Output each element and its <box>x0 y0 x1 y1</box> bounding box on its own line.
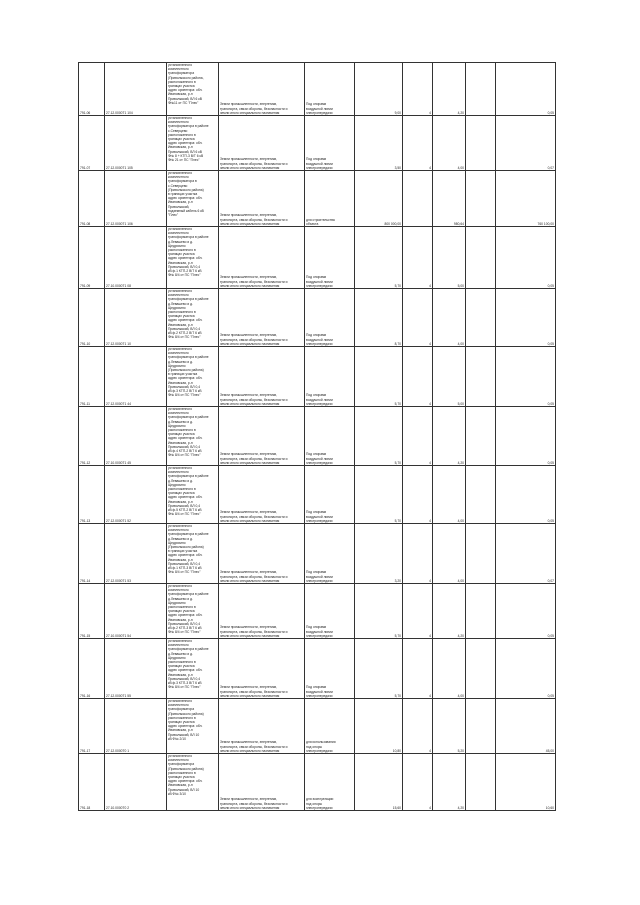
row-code-text: 27.10.0000Т1 45 <box>106 460 131 465</box>
row-id <box>79 347 105 407</box>
row-empty <box>466 466 496 524</box>
row-land-category <box>219 639 305 699</box>
row-description <box>167 584 219 639</box>
row-rate <box>433 116 466 171</box>
row-land-category-text: Земли промышленности, энергетики, транспорта, связи обороны, безопасности и земли иного специального назначения <box>220 393 288 406</box>
table-row <box>79 63 556 116</box>
row-empty <box>466 116 496 171</box>
row-unit-text: 4 <box>429 693 431 698</box>
row-total-text: 0,05 <box>547 693 554 698</box>
row-description <box>167 116 219 171</box>
table-row <box>79 584 556 639</box>
row-id <box>79 754 105 811</box>
row-land-category-text: Земли промышленности, энергетики, транспорта, связи обороны, безопасности и земли иного специального назначения <box>220 333 288 346</box>
row-description-text: установленного комплектного трансформатора в районе д.Левашево и д. Щедрихино расположенного в границах участка адрес ориентира: обл. Ивановская, р-н Приволжский, ВЛ 0,4 кВ ф.2 КТП-2 В/Т 6 кВ Ф№ 8/4 от ПС "Плес" <box>168 289 209 340</box>
row-total <box>496 289 556 347</box>
row-area-text: 3,20 <box>394 578 401 583</box>
row-description <box>167 524 219 584</box>
row-permitted-use <box>305 171 355 227</box>
row-land-category-text: Земли промышленности, энергетики, транспорта, связи обороны, безопасности и земли иного специального назначения <box>220 510 288 523</box>
row-unit <box>403 639 433 699</box>
row-description-text: установленного комплектного трансформатора в районе д.Левашево и д. Щедрихино расположенного в границах участка адрес ориентира: обл. Ивановская, р-н Приволжский, ВЛ 0,4 кВ ф.5 КТП-2 В/Т 6 кВ Ф№ 8/4 от ПС "Плес" <box>168 466 209 517</box>
row-land-category <box>219 289 305 347</box>
row-area-text: 5,70 <box>394 460 401 465</box>
row-land-category <box>219 407 305 466</box>
row-rate <box>433 227 466 289</box>
row-description-text: установленного комплектного трансформатора в районе с.Северцево расположенного в границах участка адрес ориентира: обл. Ивановская, р-н Приволжский, ВЛ 6 кВ Ф№ 8 + КТП-3 В/Т 6 кВ Ф№ 21 от ПС "Плес" <box>168 116 209 163</box>
row-description <box>167 171 219 227</box>
row-rate-text: 4,00 <box>457 341 464 346</box>
row-area <box>355 227 403 289</box>
row-unit <box>403 171 433 227</box>
row-empty <box>466 227 496 289</box>
row-description <box>167 289 219 347</box>
row-area-text: 5,70 <box>394 401 401 406</box>
row-total-text: 760 100,00 <box>537 221 554 226</box>
row-id-text: 791-12 <box>80 460 91 465</box>
row-description-text: установленного комплектного трансформатора в районе д.Левашево и д. Щедрихино (Приволжского района) в границах участка адрес ориентира: обл. Ивановская, р-н Приволжский, ВЛ 0,4 кВ ф.1 КТП-3 В/Т 6 кВ Ф№ 8/4 от ПС "Плес" <box>168 524 209 575</box>
row-area-text: 3,50 <box>394 165 401 170</box>
row-permitted-use-text: для строительства объекта <box>306 217 335 226</box>
row-description <box>167 754 219 811</box>
row-total-text: 0,07 <box>547 165 554 170</box>
row-rate-text: 4,20 <box>457 110 464 115</box>
row-rate-text: 5,00 <box>457 283 464 288</box>
row-total-text: 10,60 <box>545 805 554 810</box>
row-land-category-text: Земли промышленности, энергетики, транспорта, связи обороны, безопасности и земли иного специального назначения <box>220 625 288 638</box>
row-land-category <box>219 116 305 171</box>
row-id-text: 791-10 <box>80 341 91 346</box>
row-total <box>496 171 556 227</box>
row-area <box>355 584 403 639</box>
row-total-text: 0,05 <box>547 518 554 523</box>
row-unit-text: 4 <box>429 578 431 583</box>
row-permitted-use-text: Под опорами воздушной линии электропередачи <box>306 570 333 583</box>
row-land-category <box>219 347 305 407</box>
row-area-text: 10,80 <box>392 748 401 753</box>
row-permitted-use-text: Под опорами воздушной линии электропередачи <box>306 510 333 523</box>
row-empty <box>466 171 496 227</box>
row-code <box>105 407 167 466</box>
row-code-text: 27.10.0000Т1 54 <box>106 633 131 638</box>
row-id <box>79 466 105 524</box>
row-id-text: 791-16 <box>80 693 91 698</box>
row-unit-text: 4 <box>429 805 431 810</box>
row-code <box>105 639 167 699</box>
row-empty <box>466 347 496 407</box>
row-land-category <box>219 63 305 116</box>
row-code-text: 27.12.0000Т1 44 <box>106 401 131 406</box>
row-id-text: 791-09 <box>80 283 91 288</box>
row-land-category-text: Земли промышленности, энергетики, транспорта, связи обороны, безопасности и земли иного специального назначения <box>220 157 288 170</box>
row-permitted-use-text: для использования под опоры электропередачи <box>306 740 336 753</box>
row-area <box>355 699 403 754</box>
table-row <box>79 347 556 407</box>
row-rate-text: 4,20 <box>457 460 464 465</box>
row-land-category-text: Земли промышленности, энергетики, транспорта, связи обороны, безопасности и земли иного специального назначения <box>220 685 288 698</box>
row-unit <box>403 289 433 347</box>
row-code <box>105 289 167 347</box>
row-land-category-text: Земли промышленности, энергетики, транспорта, связи обороны, безопасности и земли иного специального назначения <box>220 570 288 583</box>
row-total <box>496 63 556 116</box>
row-total-text: 0,07 <box>547 578 554 583</box>
table-row <box>79 524 556 584</box>
row-rate <box>433 347 466 407</box>
row-rate <box>433 699 466 754</box>
row-unit <box>403 524 433 584</box>
row-unit <box>403 347 433 407</box>
row-rate-text: 5,20 <box>457 748 464 753</box>
row-land-category-text: Земли промышленности, энергетики, транспорта, связи обороны, безопасности и земли иного специального назначения <box>220 102 288 115</box>
row-area-text: 5,70 <box>394 283 401 288</box>
row-empty <box>466 639 496 699</box>
row-permitted-use <box>305 227 355 289</box>
row-permitted-use-text: Под опорами воздушной линии электропередачи <box>306 625 333 638</box>
row-unit <box>403 407 433 466</box>
table-row <box>79 407 556 466</box>
row-land-category-text: Земли промышленности, энергетики, транспорта, связи обороны, безопасности и земли иного специального назначения <box>220 452 288 465</box>
row-land-category <box>219 466 305 524</box>
row-unit-text: 4 <box>429 633 431 638</box>
row-unit <box>403 584 433 639</box>
row-land-category <box>219 699 305 754</box>
row-id <box>79 699 105 754</box>
row-permitted-use-text: Под опорами воздушной линии электропередачи <box>306 157 333 170</box>
row-total <box>496 639 556 699</box>
row-description-text: установленного комплектного трансформатора (Приволжского района) расположенного в границах участка адрес ориентира: обл. Ивановская, р-н Приволжский, ВЛ 10 кВ Ф№ 3/10 <box>168 754 204 796</box>
row-id-text: 791-08 <box>80 221 91 226</box>
document-sheet <box>78 62 555 811</box>
row-rate <box>433 407 466 466</box>
table-row <box>79 754 556 811</box>
row-area-text: 15,60 <box>392 805 401 810</box>
row-code-text: 27.12.0000Т1 53 <box>106 578 131 583</box>
row-description-text: установленного комплектного трансформатора в районе д.Левашево и д. Щедрихино расположенного в границах участка адрес ориентира: обл. Ивановская, р-н Приволжский, ВЛ 0,4 кВ ф.2 КТП-3 В/Т 6 кВ Ф№ 8/4 от ПС "Плес" <box>168 584 209 635</box>
row-code-text: 27.10.0000Т1 08 <box>106 283 131 288</box>
row-rate-text: 5,00 <box>457 401 464 406</box>
row-code-text: 27.10.0000Т0 2 <box>106 805 130 810</box>
table-row <box>79 289 556 347</box>
row-unit-text: 4 <box>429 518 431 523</box>
row-permitted-use <box>305 639 355 699</box>
row-permitted-use <box>305 347 355 407</box>
row-description-text: установленного комплектного трансформатора в районе д.Левашево и д. Щедрихино расположенного в границах участка адрес ориентира: обл. Ивановская, р-н Приволжский, ВЛ 0,4 кВ ф.4 КТП-2 В/Т 6 кВ Ф№ 8/4 от ПС "Плес" <box>168 407 209 458</box>
row-total <box>496 466 556 524</box>
row-unit <box>403 116 433 171</box>
row-code <box>105 754 167 811</box>
table-row <box>79 639 556 699</box>
row-area <box>355 524 403 584</box>
row-unit <box>403 227 433 289</box>
row-description <box>167 407 219 466</box>
row-description-text: установленного комплектного трансформатора (Приволжского района) расположенного в границах участка адрес ориентира: обл. Ивановская, р-н Приволжский, ВЛ 10 кВ Ф№ 2/10 <box>168 699 204 741</box>
row-rate-text: 4,00 <box>457 518 464 523</box>
row-id-text: 791-06 <box>80 110 91 115</box>
row-permitted-use <box>305 754 355 811</box>
row-code-text: 27.12.0000Т0 1 <box>106 748 130 753</box>
row-rate-text: 4,00 <box>457 693 464 698</box>
row-permitted-use <box>305 289 355 347</box>
row-land-category-text: Земли промышленности, энергетики, транспорта, связи обороны, безопасности и земли иного специального назначения <box>220 740 288 753</box>
row-area-text: 9,00 <box>394 110 401 115</box>
row-code-text: 27.12.0000Т1 105 <box>106 165 133 170</box>
row-permitted-use <box>305 116 355 171</box>
row-empty <box>466 699 496 754</box>
row-permitted-use-text: Под опорами воздушной линии электропередачи <box>306 685 333 698</box>
row-id <box>79 227 105 289</box>
row-description <box>167 63 219 116</box>
row-total-text: 0,05 <box>547 110 554 115</box>
row-permitted-use-text: Под опорами воздушной линии электропередачи <box>306 102 333 115</box>
row-empty <box>466 407 496 466</box>
row-description <box>167 699 219 754</box>
row-land-category <box>219 524 305 584</box>
row-total-text: 45,00 <box>545 748 554 753</box>
row-rate-text: 4,20 <box>457 805 464 810</box>
row-total <box>496 584 556 639</box>
row-rate <box>433 466 466 524</box>
row-empty <box>466 584 496 639</box>
row-total <box>496 754 556 811</box>
row-code <box>105 347 167 407</box>
row-id <box>79 171 105 227</box>
row-id-text: 791-17 <box>80 748 91 753</box>
row-land-category <box>219 227 305 289</box>
row-empty <box>466 524 496 584</box>
row-description <box>167 639 219 699</box>
row-description <box>167 227 219 289</box>
row-permitted-use-text: Под опорами воздушной линии электропередачи <box>306 393 333 406</box>
row-rate <box>433 171 466 227</box>
row-unit <box>403 466 433 524</box>
row-area-text: 5,70 <box>394 693 401 698</box>
row-total-text: 0,05 <box>547 401 554 406</box>
row-code <box>105 171 167 227</box>
row-unit <box>403 699 433 754</box>
table-row <box>79 699 556 754</box>
row-code-text: 27.12.0000Т1 106 <box>106 221 133 226</box>
row-description-text: установленного комплектного трансформатора в с.Северцево (Приволжского района) в границах участка адрес ориентира: обл. Ивановская, р-н Приволжский, подземный кабель 6 кВ "Плес" <box>168 171 204 218</box>
row-rate <box>433 289 466 347</box>
row-unit-text: 4 <box>429 401 431 406</box>
row-code-text: 27.12.0000Т1 10 <box>106 341 131 346</box>
row-code <box>105 63 167 116</box>
row-id <box>79 116 105 171</box>
land-plots-table <box>78 62 556 811</box>
row-total <box>496 116 556 171</box>
row-total <box>496 347 556 407</box>
table-row <box>79 466 556 524</box>
row-total-text: 0,05 <box>547 283 554 288</box>
table-body <box>79 63 556 811</box>
table-row <box>79 116 556 171</box>
row-code <box>105 227 167 289</box>
table-row <box>79 171 556 227</box>
row-description-text: установленного комплектного трансформатора в районе д.Левашево и д. Щедрихино расположенного в границах участка адрес ориентира: обл. Ивановская, р-н Приволжский, ВЛ 0,4 кВ ф.1 КТП-2 В/Т 6 кВ Ф№ 8/4 от ПС "Плес" <box>168 227 209 278</box>
row-area-text: 5,70 <box>394 633 401 638</box>
row-unit-text: 4 <box>429 110 431 115</box>
row-rate-text: 4,00 <box>457 165 464 170</box>
row-land-category-text: Земли промышленности, энергетики, транспорта, связи обороны, безопасности и земли иного специального назначения <box>220 213 288 226</box>
row-code <box>105 699 167 754</box>
row-permitted-use-text: Под опорами воздушной линии электропередачи <box>306 452 333 465</box>
row-id-text: 791-15 <box>80 633 91 638</box>
row-land-category-text: Земли промышленности, энергетики, транспорта, связи обороны, безопасности и земли иного специального назначения <box>220 275 288 288</box>
row-area <box>355 171 403 227</box>
row-area <box>355 116 403 171</box>
row-code-text: 27.12.0000Т1 104 <box>106 110 133 115</box>
row-unit-text: 4 <box>429 165 431 170</box>
row-permitted-use-text: для эксплуатации под опоры электропередачи <box>306 797 334 810</box>
row-id-text: 791-13 <box>80 518 91 523</box>
row-id <box>79 584 105 639</box>
row-empty <box>466 754 496 811</box>
row-permitted-use <box>305 407 355 466</box>
row-area-text: 8,70 <box>394 341 401 346</box>
row-rate <box>433 754 466 811</box>
row-code <box>105 466 167 524</box>
row-rate-text: 4,00 <box>457 578 464 583</box>
row-land-category <box>219 171 305 227</box>
row-description-text: установленного комплектного трансформатора в районе д.Левашево и д. Щедрихино расположенного в границах участка адрес ориентира: обл. Ивановская, р-н Приволжский, ВЛ 0,4 кВ ф.3 КТП-3 В/Т 6 кВ Ф№ 8/4 от ПС "Плес" <box>168 639 209 690</box>
row-id <box>79 407 105 466</box>
row-area <box>355 63 403 116</box>
row-code <box>105 524 167 584</box>
row-rate <box>433 63 466 116</box>
row-code <box>105 116 167 171</box>
row-unit <box>403 754 433 811</box>
row-unit <box>403 63 433 116</box>
row-area <box>355 466 403 524</box>
row-permitted-use <box>305 584 355 639</box>
row-code-text: 27.12.0000Т1 52 <box>106 518 131 523</box>
row-empty <box>466 63 496 116</box>
row-id <box>79 289 105 347</box>
row-total <box>496 407 556 466</box>
row-total <box>496 699 556 754</box>
row-description <box>167 347 219 407</box>
row-id-text: 791-14 <box>80 578 91 583</box>
row-id <box>79 524 105 584</box>
row-rate-text: 4,20 <box>457 633 464 638</box>
row-total-text: 0,05 <box>547 633 554 638</box>
row-land-category <box>219 754 305 811</box>
row-rate <box>433 524 466 584</box>
row-area <box>355 289 403 347</box>
row-empty <box>466 289 496 347</box>
row-land-category <box>219 584 305 639</box>
row-code-text: 27.12.0000Т1 55 <box>106 693 131 698</box>
row-unit-text: 4 <box>429 460 431 465</box>
row-id-text: 791-18 <box>80 805 91 810</box>
row-id <box>79 639 105 699</box>
row-rate <box>433 639 466 699</box>
row-permitted-use <box>305 63 355 116</box>
row-rate <box>433 584 466 639</box>
row-area-text: 5,70 <box>394 518 401 523</box>
row-permitted-use <box>305 466 355 524</box>
row-permitted-use-text: Под опорами воздушной линии электропередачи <box>306 275 333 288</box>
table-row <box>79 227 556 289</box>
row-rate-text: 980,64 <box>453 221 464 226</box>
row-unit-text: 4 <box>429 341 431 346</box>
row-description-text: установленного комплектного трансформатора в районе д.Левашево и д. Щедрихино (Приволжского района) в границах участка адрес ориентира: обл. Ивановская, р-н Приволжский, ВЛ 0,4 кВ ф.3 КТП-2 В/Т 6 кВ Ф№ 8/4 от ПС "Плес" <box>168 347 209 398</box>
row-permitted-use <box>305 524 355 584</box>
row-code <box>105 584 167 639</box>
row-unit-text: 4 <box>429 748 431 753</box>
row-total-text: 0,05 <box>547 460 554 465</box>
row-land-category-text: Земли промышленности, энергетики, транспорта, связи обороны, безопасности и земли иного специального назначения <box>220 797 288 810</box>
row-area <box>355 407 403 466</box>
row-area-text: 800 000,00 <box>384 221 401 226</box>
row-area <box>355 754 403 811</box>
row-permitted-use <box>305 699 355 754</box>
row-total <box>496 227 556 289</box>
row-id <box>79 63 105 116</box>
row-unit-text: 4 <box>429 283 431 288</box>
row-description-text: установленного комплектного трансформатора (Приволжского района, расположенного в границах участка адрес ориентира: обл. Ивановская, р-н Приволжский, ВЛ 6 кВ Ф№11 от ПС "Плес" <box>168 63 204 105</box>
row-id-text: 791-07 <box>80 165 91 170</box>
row-description <box>167 466 219 524</box>
row-total-text: 0,05 <box>547 341 554 346</box>
row-permitted-use-text: Под опорами воздушной линии электропередачи <box>306 333 333 346</box>
row-id-text: 791-11 <box>80 401 91 406</box>
row-area <box>355 639 403 699</box>
row-total <box>496 524 556 584</box>
row-area <box>355 347 403 407</box>
